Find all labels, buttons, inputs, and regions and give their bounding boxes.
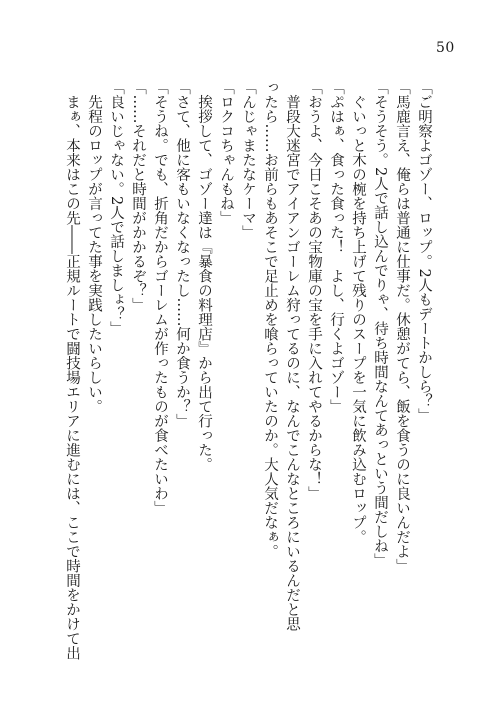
novel-text-block: [64, 80, 435, 660]
text-line-6: 「おうよ、今日こそあの宝物庫の宝を手に入れてやるからな！」: [306, 80, 322, 501]
text-line-15: 先程のロップが言ってた事を実践したいらしい。: [86, 80, 102, 414]
text-line-5: 「ぷはぁ、食った食った！ よし、行くよゴゾー」: [328, 80, 344, 414]
text-line-3: 「そうそう。2人で話し込んでりゃ、待ち時間なんてあっという間だしね」: [372, 80, 388, 568]
text-line-8: 「んじゃまたなケーマ」: [240, 80, 256, 240]
text-line-2: 「馬鹿言え、俺らは普通に仕事だ。休憩がてら、飯を食うのに良いんだよ」: [394, 80, 410, 573]
text-line-9: 「ロクコちゃんもね」: [218, 80, 234, 225]
text-line-4: ぐいっと木の椀を持ち上げて残りのスープを一気に飲み込むロップ。: [350, 80, 366, 544]
text-line-11: 「さて、他に客もいなくなったし……何か食うか？」: [174, 80, 190, 428]
text-line-1: 「ご明察よゴゾー、ロップ。2人もデートかしら？」: [416, 80, 432, 423]
text-line-16: まぁ、本来はこの先――正規ルートで闘技場エリアに進むには、ここで時間をかけて出: [64, 80, 80, 660]
text-line-14: 「良いじゃない。2人で話しましょ？」: [108, 80, 124, 336]
text-line-12: 「そうね。でも、折角だからゴーレムが作ったものが食べたいわ」: [152, 80, 168, 515]
text-line-13: 「……それだと時間がかかるぞ？」: [130, 80, 146, 312]
page-number: 50: [436, 40, 455, 56]
text-line-10: 挨拶して、ゴゾー達は『暴食の料理店』から出て行った。: [196, 80, 212, 472]
text-line-7: 普段大迷宮でアイアンゴーレム狩ってるのに、なんでこんなところにいるんだと思ったら……お前らもあそこで足止めを喰らっていたのか。大人気だなぁ。: [262, 80, 300, 631]
